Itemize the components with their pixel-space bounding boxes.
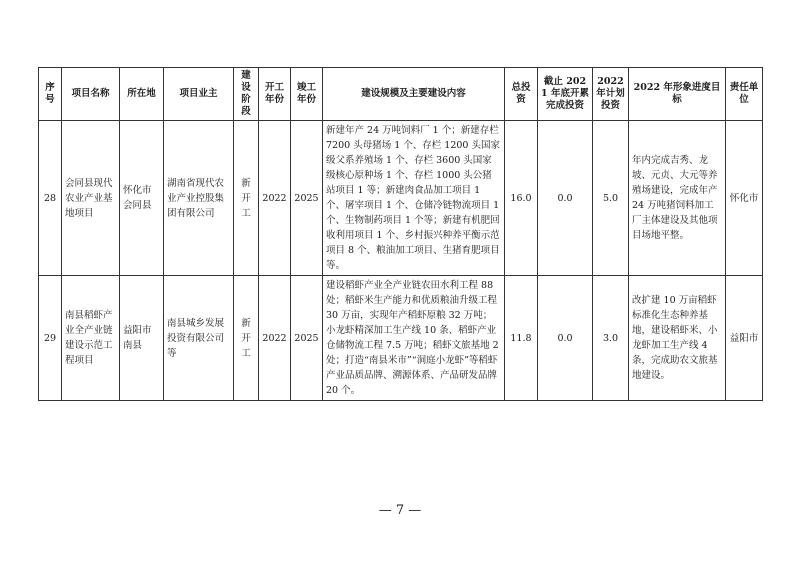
header-completed-2021: 截止 2021 年底开累完成投资 xyxy=(538,68,593,121)
header-stage: 建设阶段 xyxy=(234,68,259,121)
cell-completed-2021: 0.0 xyxy=(538,121,593,276)
table-row xyxy=(39,121,763,276)
cell-responsible: 益阳市 xyxy=(726,276,763,401)
project-table xyxy=(38,67,763,401)
header-total-investment: 总投资 xyxy=(505,68,538,121)
header-responsible: 责任单位 xyxy=(726,68,763,121)
header-index: 序号 xyxy=(39,68,62,121)
cell-plan-2022: 5.0 xyxy=(593,121,629,276)
header-plan-2022: 2022 年计划投资 xyxy=(593,68,629,121)
cell-end-year: 2025 xyxy=(291,121,323,276)
header-name: 项目名称 xyxy=(62,68,120,121)
cell-index: 29 xyxy=(39,276,62,401)
cell-start-year: 2022 xyxy=(259,121,291,276)
cell-location: 益阳市南县 xyxy=(120,276,164,401)
header-owner: 项目业主 xyxy=(164,68,234,121)
cell-total-investment: 16.0 xyxy=(505,121,538,276)
cell-owner: 南县城乡发展投资有限公司等 xyxy=(164,276,234,401)
cell-plan-2022: 3.0 xyxy=(593,276,629,401)
cell-start-year: 2022 xyxy=(259,276,291,401)
header-end-year: 竣工年份 xyxy=(291,68,323,121)
cell-completed-2021: 0.0 xyxy=(538,276,593,401)
cell-responsible: 怀化市 xyxy=(726,121,763,276)
cell-index: 28 xyxy=(39,121,62,276)
header-start-year: 开工年份 xyxy=(259,68,291,121)
cell-stage: 新开工 xyxy=(234,276,259,401)
cell-stage: 新开工 xyxy=(234,121,259,276)
header-scope: 建设规模及主要建设内容 xyxy=(323,68,505,121)
cell-owner: 湖南省现代农业产业控股集团有限公司 xyxy=(164,121,234,276)
cell-scope: 建设稻虾产业全产业链农田水利工程 88 处；稻虾米生产能力和优质粮油升级工程 30 万亩，实现年产稻虾原粮 32 万吨；小龙虾精深加工生产线 10 条、稻虾产业仓储物流工程 7.5 万吨；稻虾文旅基地 2 处；打造“南县米市”“洞庭小龙虾”等稻虾产业品质品牌、溯源体系、产品研发品牌 20 个。 xyxy=(323,276,505,401)
header-target-2022: 2022 年形象进度目标 xyxy=(629,68,726,121)
cell-location: 怀化市会同县 xyxy=(120,121,164,276)
page-number: — 7 — xyxy=(378,503,422,518)
cell-scope: 新建年产 24 万吨饲料厂 1 个；新建存栏 7200 头母猪场 1 个、存栏 1200 头国家级父系养殖场 1 个、存栏 3600 头国家级核心原种场 1 个、存栏 1000 头公猪站项目 1 等；新建肉食品加工项目 1 个、屠宰项目 1 个、仓储冷链物流项目 1 个、生物制药项目 1 个等；新建有机肥回收利用项目 1 个、乡村振兴种养平衡示范项目 8 个、粮油加工项目、生猪育肥项目等。 xyxy=(323,121,505,276)
table-row xyxy=(39,276,763,401)
cell-end-year: 2025 xyxy=(291,276,323,401)
cell-name: 南县稻虾产业全产业链建设示范工程项目 xyxy=(62,276,120,401)
cell-name: 会同县现代农业产业基地项目 xyxy=(62,121,120,276)
header-location: 所在地 xyxy=(120,68,164,121)
cell-target-2022: 改扩建 10 万亩稻虾标准化生态种养基地，建设稻虾米、小龙虾加工生产线 4 条，完成助农文旅基地建设。 xyxy=(629,276,726,401)
cell-target-2022: 年内完成吉秀、龙坡、元贞、大元等养殖场建设，完成年产 24 万吨猪饲料加工厂主体建设及其他项目场地平整。 xyxy=(629,121,726,276)
cell-total-investment: 11.8 xyxy=(505,276,538,401)
table-header-row xyxy=(39,68,763,121)
